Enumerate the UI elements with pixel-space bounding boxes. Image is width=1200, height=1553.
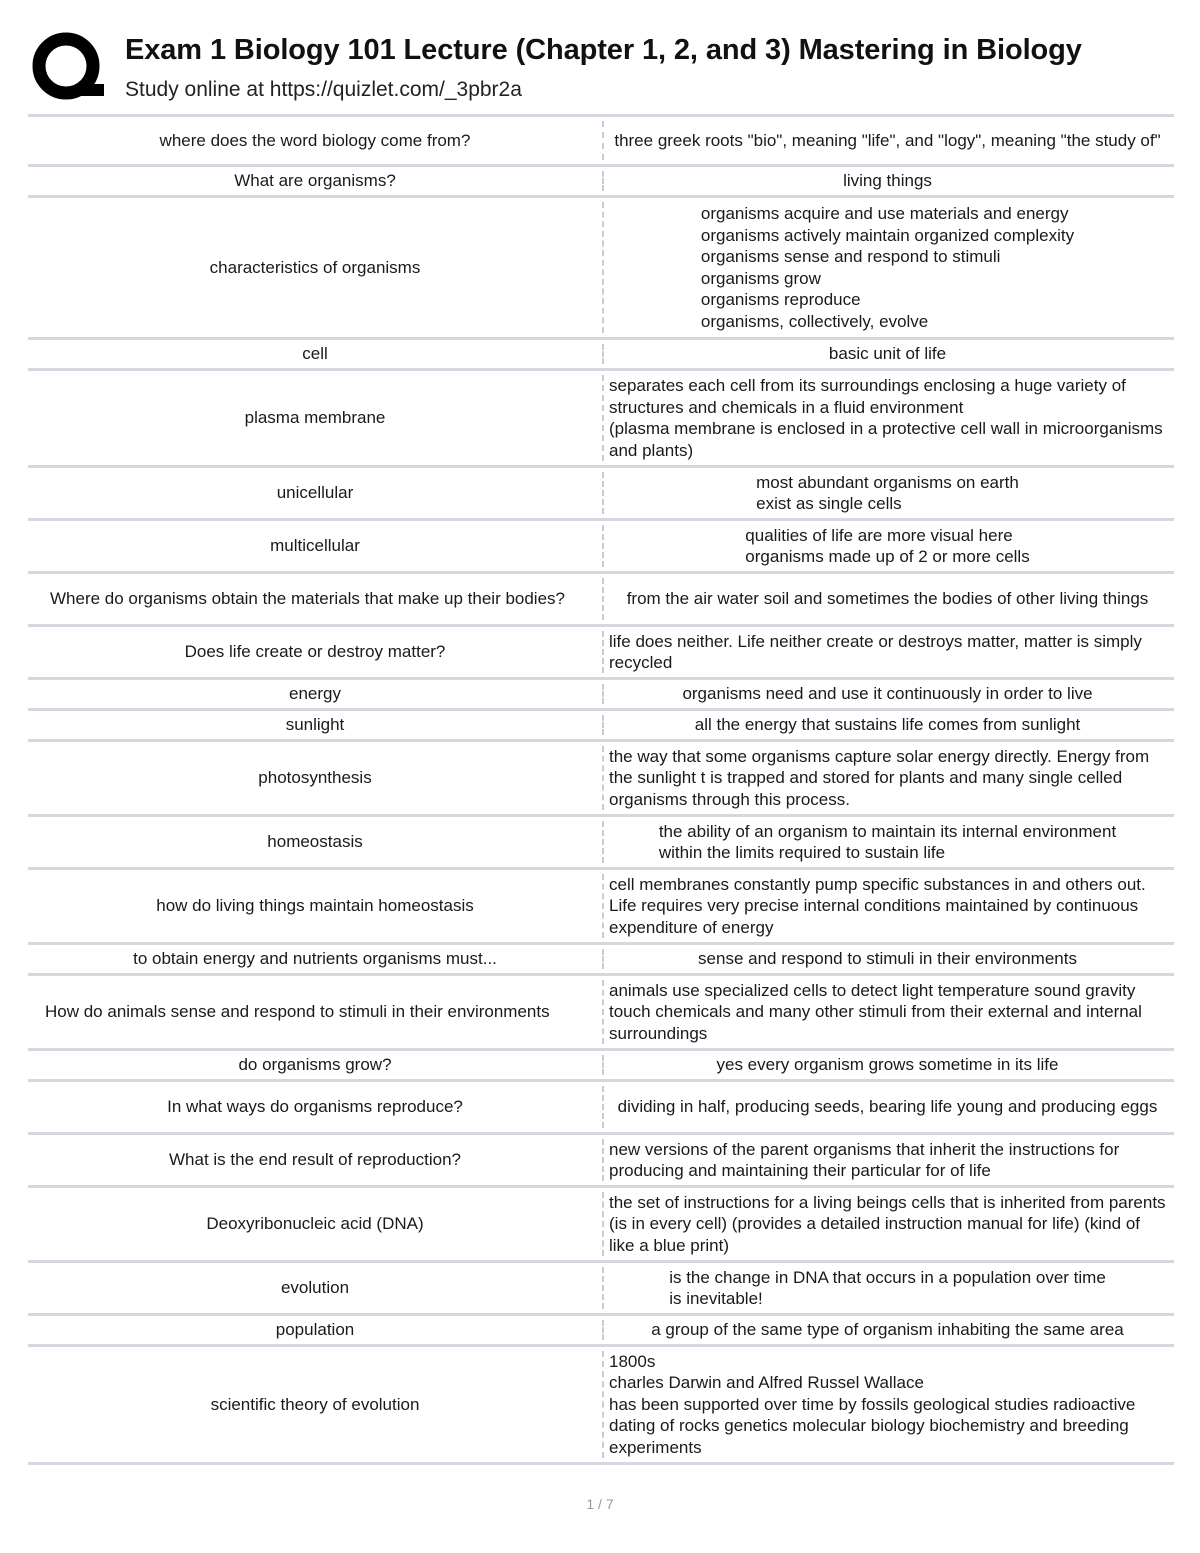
definition-cell: qualities of life are more visual here organisms made up of 2 or more cells	[745, 525, 1030, 566]
definition-cell: living things	[843, 171, 932, 191]
definition-cell: a group of the same type of organism inhabiting the same area	[651, 1320, 1124, 1340]
definition-cell: the way that some organisms capture solar energy directly. Energy from the sunlight t is trapped and stored for plants and many single celled organisms through this process.	[609, 746, 1150, 809]
table-row	[28, 1082, 1174, 1135]
definition-cell: organisms acquire and use materials and energy organisms actively maintain organized complexity organisms sense and respond to stimuli organisms grow organisms reproduce organisms, collectively, evolve	[700, 204, 1075, 331]
table-row	[28, 574, 1174, 627]
table-row	[28, 340, 1174, 371]
term-cell: How do animals sense and respond to stimuli in their environments	[45, 1002, 550, 1022]
table-row	[28, 167, 1174, 198]
definition-cell: sense and respond to stimuli in their environments	[698, 949, 1077, 969]
table-row	[28, 1135, 1174, 1188]
term-cell: homeostasis	[267, 832, 363, 852]
term-cell: What are organisms?	[234, 171, 396, 191]
table-row	[28, 1347, 1174, 1465]
quizlet-logo-icon	[32, 32, 104, 104]
page-header	[28, 28, 1178, 112]
definition-cell: life does neither. Life neither create or destroys matter, matter is simply recycled	[609, 631, 1142, 672]
table-row	[28, 1051, 1174, 1082]
definition-cell: separates each cell from its surroundings enclosing a huge variety of structures and chemicals in a fluid environment (plasma membrane is enclosed in a protective cell wall in microorganisms and plants)	[609, 376, 1163, 460]
table-row	[28, 371, 1174, 468]
term-cell: scientific theory of evolution	[210, 1394, 420, 1414]
table-row	[28, 1263, 1174, 1316]
definition-cell: 1800s charles Darwin and Alfred Russel Wallace has been supported over time by fossils geological studies radioactive dating of rocks genetics molecular biology biochemistry and breeding experiments	[609, 1351, 1136, 1457]
table-row	[28, 817, 1174, 870]
table-row	[28, 870, 1174, 945]
definition-cell: basic unit of life	[828, 344, 947, 364]
term-cell: In what ways do organisms reproduce?	[167, 1097, 463, 1117]
definition-cell: most abundant organisms on earth exist as single cells	[756, 472, 1019, 513]
definition-cell: new versions of the parent organisms that inherit the instructions for producing and maintaining their particular for of life	[609, 1139, 1120, 1180]
term-cell: photosynthesis	[258, 768, 372, 788]
table-row	[28, 1316, 1174, 1347]
term-cell: Does life create or destroy matter?	[184, 642, 446, 662]
definition-cell: animals use specialized cells to detect light temperature sound gravity touch chemicals and many other stimuli from their external and internal surroundings	[609, 980, 1142, 1043]
table-row	[28, 198, 1174, 340]
table-row	[28, 945, 1174, 976]
term-cell: Where do organisms obtain the materials that make up their bodies?	[50, 589, 565, 609]
term-cell: do organisms grow?	[238, 1055, 392, 1075]
definition-cell: yes every organism grows sometime in its life	[716, 1055, 1059, 1075]
table-row	[28, 711, 1174, 742]
term-cell: Deoxyribonucleic acid (DNA)	[206, 1214, 424, 1234]
term-cell: What is the end result of reproduction?	[169, 1150, 461, 1170]
flashcard-table	[28, 114, 1174, 1465]
definition-cell: the set of instructions for a living beings cells that is inherited from parents (is in every cell) (provides a detailed instruction manual for life) (kind of like a blue print)	[609, 1192, 1166, 1255]
term-cell: sunlight	[285, 715, 345, 735]
table-row	[28, 976, 1174, 1051]
term-cell: where does the word biology come from?	[159, 130, 471, 150]
term-cell: energy	[289, 684, 341, 704]
definition-cell: dividing in half, producing seeds, bearing life young and producing eggs	[617, 1097, 1158, 1117]
table-row	[28, 114, 1174, 167]
term-cell: unicellular	[276, 483, 354, 503]
definition-cell: organisms need and use it continuously in order to live	[682, 684, 1093, 704]
term-cell: evolution	[280, 1278, 350, 1298]
table-row	[28, 627, 1174, 680]
definition-cell: is the change in DNA that occurs in a population over time is inevitable!	[669, 1267, 1106, 1308]
term-cell: plasma membrane	[244, 408, 386, 428]
table-row	[28, 521, 1174, 574]
term-cell: characteristics of organisms	[209, 257, 421, 277]
page-number: 1 / 7	[586, 1496, 614, 1512]
definition-cell: three greek roots "bio", meaning "life", and "logy", meaning "the study of"	[614, 130, 1161, 150]
table-row	[28, 680, 1174, 711]
definition-cell: all the energy that sustains life comes from sunlight	[694, 715, 1081, 735]
definition-cell: the ability of an organism to maintain its internal environment within the limits required to sustain life	[658, 821, 1117, 862]
definition-cell: cell membranes constantly pump specific substances in and others out. Life requires very precise internal conditions maintained by continuous expenditure of energy	[609, 874, 1146, 937]
term-cell: multicellular	[270, 536, 360, 556]
term-cell: population	[275, 1320, 355, 1340]
term-cell: to obtain energy and nutrients organisms must...	[133, 949, 497, 969]
term-cell: cell	[302, 344, 328, 364]
table-row	[28, 742, 1174, 817]
table-row	[28, 468, 1174, 521]
definition-cell: from the air water soil and sometimes the bodies of other living things	[626, 589, 1149, 609]
term-cell: how do living things maintain homeostasis	[156, 896, 474, 916]
table-row	[28, 1188, 1174, 1263]
page-title: Exam 1 Biology 101 Lecture (Chapter 1, 2, and 3) Mastering in Biology	[125, 34, 1082, 66]
study-online-link[interactable]: Study online at https://quizlet.com/_3pbr2a	[125, 78, 522, 101]
